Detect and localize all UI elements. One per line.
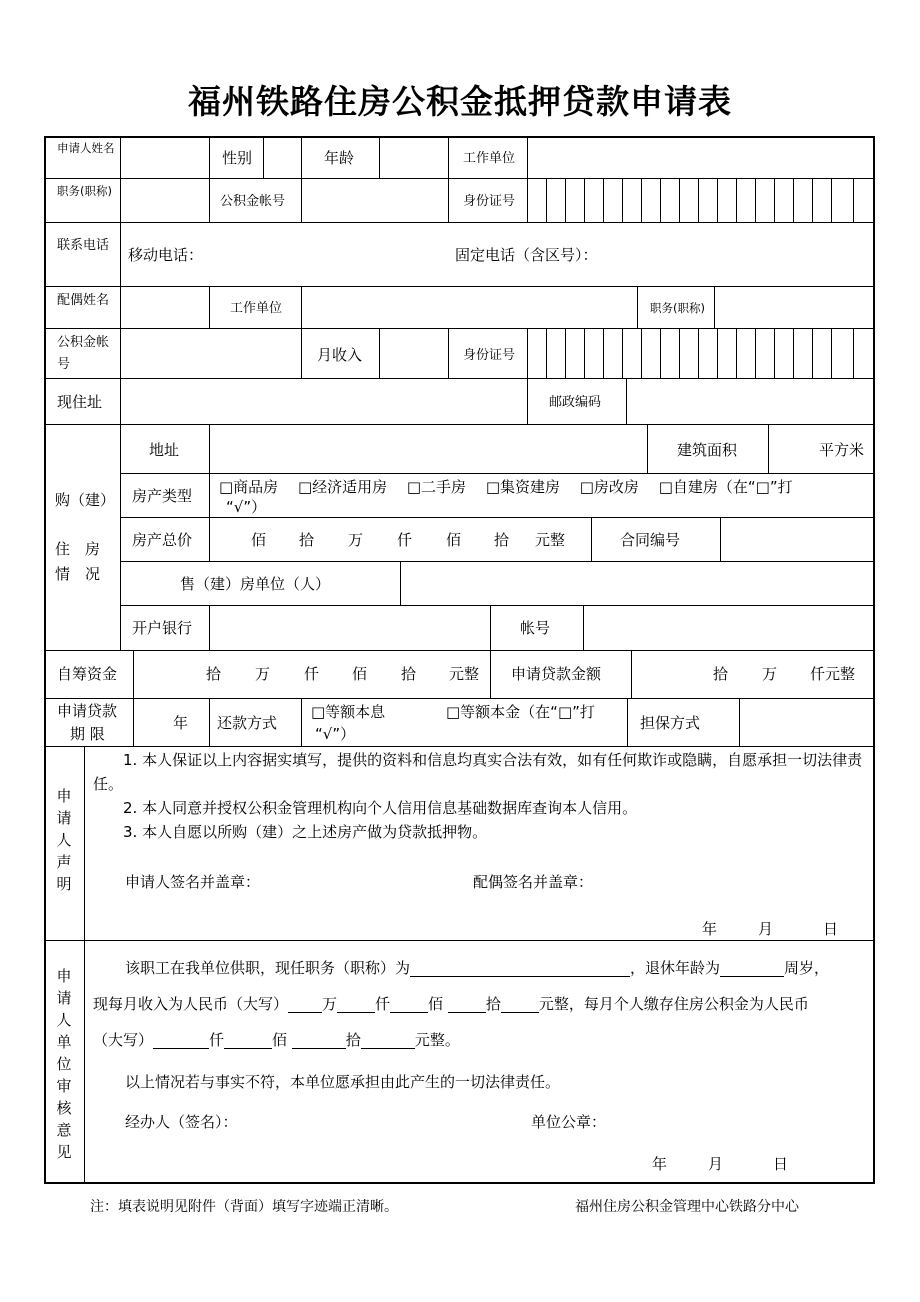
loan-amount-label: 申请贷款金额 bbox=[511, 665, 602, 683]
self-funds-label: 自筹资金 bbox=[57, 665, 118, 683]
self-unit-qian: 仟 bbox=[304, 665, 320, 683]
house-type-label: 房产类型 bbox=[132, 487, 193, 505]
work-unit-field[interactable] bbox=[528, 137, 873, 177]
review-date-month: 月 bbox=[708, 1155, 724, 1173]
self-funds-field[interactable] bbox=[134, 651, 489, 697]
fund-bai-blank[interactable] bbox=[224, 1032, 272, 1049]
spouse-name-label: 配偶姓名 bbox=[57, 293, 110, 308]
applicant-name-field[interactable] bbox=[121, 137, 208, 177]
repay-option-equal-installment[interactable]: □等额本息 bbox=[311, 703, 386, 721]
position-field[interactable] bbox=[121, 179, 208, 221]
unit-review-line-3: （大写） 仟 佰 拾 元整。 bbox=[93, 1031, 460, 1049]
postcode-label: 邮政编码 bbox=[549, 395, 602, 410]
loan-term-label-1: 申请贷款 bbox=[57, 702, 118, 720]
building-area-label: 建筑面积 bbox=[677, 441, 738, 459]
spouse-income-label: 月收入 bbox=[317, 346, 363, 364]
guarantee-field[interactable] bbox=[740, 699, 873, 745]
fund-shi-blank[interactable] bbox=[292, 1032, 346, 1049]
house-address-field[interactable] bbox=[210, 425, 646, 472]
gender-label: 性别 bbox=[222, 149, 253, 167]
self-unit-yuan: 元整 bbox=[449, 665, 480, 683]
unit-review-line-4: 以上情况若与事实不符，本单位愿承担由此产生的一切法律责任。 bbox=[125, 1073, 561, 1091]
spouse-position-label: 职务(职称) bbox=[650, 301, 705, 315]
applicant-signature-label: 申请人签名并盖章： bbox=[125, 873, 261, 891]
self-unit-shi2: 拾 bbox=[401, 665, 417, 683]
fund-account-label: 公积金帐号 bbox=[220, 194, 286, 209]
spouse-income-field[interactable] bbox=[380, 329, 447, 377]
unit-seal-field[interactable] bbox=[610, 1100, 860, 1144]
position-blank[interactable] bbox=[410, 960, 630, 977]
spouse-signature-field[interactable] bbox=[598, 866, 858, 898]
price-unit-shi2: 拾 bbox=[494, 531, 510, 549]
work-unit-label: 工作单位 bbox=[463, 151, 516, 166]
unit-review-line-1: 该职工在我单位供职，现任职务（职称）为 ，退休年龄为 周岁， bbox=[125, 959, 830, 977]
spouse-work-unit-field[interactable] bbox=[302, 287, 636, 327]
age-label: 年龄 bbox=[324, 149, 355, 167]
declaration-side-label: 申 请 人 声 明 bbox=[56, 787, 72, 893]
building-area-field[interactable] bbox=[769, 425, 817, 472]
current-address-label: 现住址 bbox=[57, 393, 103, 411]
position-label: 职务(职称) bbox=[57, 184, 112, 198]
spouse-id-boxes[interactable] bbox=[528, 329, 873, 377]
footer-note: 注：填表说明见附件（背面）填写字迹端正清晰。 bbox=[90, 1199, 398, 1215]
spouse-id-label: 身份证号 bbox=[463, 348, 516, 363]
unit-seal-label: 单位公章： bbox=[531, 1113, 607, 1131]
postcode-field[interactable] bbox=[627, 379, 873, 423]
income-shi-blank[interactable] bbox=[448, 996, 486, 1013]
guarantee-label: 担保方式 bbox=[640, 714, 701, 732]
house-price-label: 房产总价 bbox=[132, 531, 193, 549]
seller-label: 售（建）房单位（人） bbox=[180, 575, 331, 593]
declaration-item-2: 2. 本人同意并授权公积金管理机构向个人信用信息基础数据库查询本人信用。 bbox=[123, 799, 638, 817]
loan-amount-field[interactable] bbox=[632, 651, 873, 697]
id-number-boxes[interactable] bbox=[528, 179, 873, 221]
account-label: 帐号 bbox=[520, 619, 551, 637]
price-unit-qian: 仟 bbox=[397, 531, 413, 549]
unit-review-side-label: 申 请 人 单 位 审 核 意 见 bbox=[56, 967, 72, 1161]
footer-issuer: 福州住房公积金管理中心铁路分中心 bbox=[575, 1199, 799, 1215]
repay-option-equal-principal[interactable]: □等额本金（在“□”打 bbox=[446, 703, 595, 721]
spouse-name-field[interactable] bbox=[121, 287, 208, 327]
house-section-label-3: 情 况 bbox=[55, 565, 101, 583]
income-wan-blank[interactable] bbox=[288, 996, 322, 1013]
area-unit: 平方米 bbox=[819, 441, 865, 459]
landline-label: 固定电话（含区号）： bbox=[455, 246, 598, 264]
gender-field[interactable] bbox=[264, 137, 300, 177]
house-section-label-1: 购（建） bbox=[55, 491, 116, 509]
loan-unit-qian: 仟元整 bbox=[810, 665, 856, 683]
applicant-name-label: 申请人姓名 bbox=[57, 141, 115, 155]
spouse-position-field[interactable] bbox=[715, 287, 873, 327]
income-bai-blank[interactable] bbox=[390, 996, 428, 1013]
bank-field[interactable] bbox=[210, 606, 489, 649]
bank-label: 开户银行 bbox=[132, 619, 193, 637]
repay-option-note: “√”） bbox=[315, 725, 356, 743]
price-unit-shi1: 拾 bbox=[299, 531, 315, 549]
loan-unit-wan: 万 bbox=[762, 665, 778, 683]
mobile-label: 移动电话： bbox=[128, 246, 204, 264]
house-type-options-note: “√”） bbox=[226, 498, 267, 516]
declaration-date-month: 月 bbox=[758, 920, 774, 938]
contact-label: 联系电话 bbox=[57, 238, 110, 253]
fund-qian-blank[interactable] bbox=[153, 1032, 209, 1049]
house-section-label-2: 住 房 bbox=[55, 540, 101, 558]
declaration-item-3: 3. 本人自愿以所购（建）之上述房产做为贷款抵押物。 bbox=[123, 823, 488, 841]
self-unit-wan: 万 bbox=[255, 665, 271, 683]
house-address-label: 地址 bbox=[149, 441, 180, 459]
declaration-item-1: 1. 本人保证以上内容据实填写，提供的资料和信息均真实合法有效，如有任何欺诈或隐瞒，自愿承担一切法律责任。 bbox=[93, 751, 863, 793]
price-unit-yuan: 元整 bbox=[535, 531, 566, 549]
account-field[interactable] bbox=[584, 606, 873, 649]
form-title: 福州铁路住房公积金抵押贷款申请表 bbox=[188, 82, 732, 121]
unit-review-line-2: 现每月收入为人民币（大写） 万 仟 佰 拾 元整，每月个人缴存住房公积金为人民币 bbox=[93, 995, 809, 1013]
self-unit-bai: 佰 bbox=[352, 665, 368, 683]
declaration-date-year: 年 bbox=[702, 920, 718, 938]
loan-unit-shi: 拾 bbox=[713, 665, 729, 683]
landline-field[interactable] bbox=[610, 223, 873, 285]
self-unit-shi1: 拾 bbox=[206, 665, 222, 683]
loan-term-label-2: 期 限 bbox=[70, 725, 105, 743]
contract-number-field[interactable] bbox=[721, 518, 873, 560]
repay-method-label: 还款方式 bbox=[217, 714, 278, 732]
spouse-work-unit-label: 工作单位 bbox=[230, 301, 283, 316]
id-number-label: 身份证号 bbox=[463, 194, 516, 209]
age-field[interactable] bbox=[380, 137, 447, 177]
current-address-field[interactable] bbox=[121, 379, 526, 423]
fund-yuan-blank[interactable] bbox=[361, 1032, 415, 1049]
review-date-year: 年 bbox=[652, 1155, 668, 1173]
spouse-signature-label: 配偶签名并盖章： bbox=[473, 873, 594, 891]
handler-signature-field[interactable] bbox=[250, 1106, 500, 1138]
loan-term-year-unit: 年 bbox=[173, 714, 189, 732]
house-price-field[interactable] bbox=[210, 518, 590, 560]
price-unit-wan: 万 bbox=[348, 531, 364, 549]
income-yuan-blank[interactable] bbox=[501, 996, 539, 1013]
declaration-date-day: 日 bbox=[823, 920, 839, 938]
spouse-fund-account-label: 公积金帐号 bbox=[57, 335, 110, 372]
seller-field[interactable] bbox=[401, 562, 873, 604]
fund-account-field[interactable] bbox=[302, 179, 447, 221]
loan-term-field[interactable] bbox=[134, 699, 170, 745]
applicant-signature-field[interactable] bbox=[265, 866, 455, 898]
retire-age-blank[interactable] bbox=[720, 960, 784, 977]
income-qian-blank[interactable] bbox=[337, 996, 375, 1013]
spouse-fund-account-field[interactable] bbox=[121, 329, 300, 377]
house-type-options[interactable]: □商品房 □经济适用房 □二手房 □集资建房 □房改房 □自建房（在“□”打 bbox=[219, 478, 793, 496]
review-date-day: 日 bbox=[773, 1155, 789, 1173]
price-unit-bai1: 佰 bbox=[251, 531, 267, 549]
contract-number-label: 合同编号 bbox=[620, 531, 681, 549]
mobile-field[interactable] bbox=[210, 223, 440, 285]
price-unit-bai2: 佰 bbox=[446, 531, 462, 549]
handler-signature-label: 经办人（签名）： bbox=[125, 1113, 238, 1131]
